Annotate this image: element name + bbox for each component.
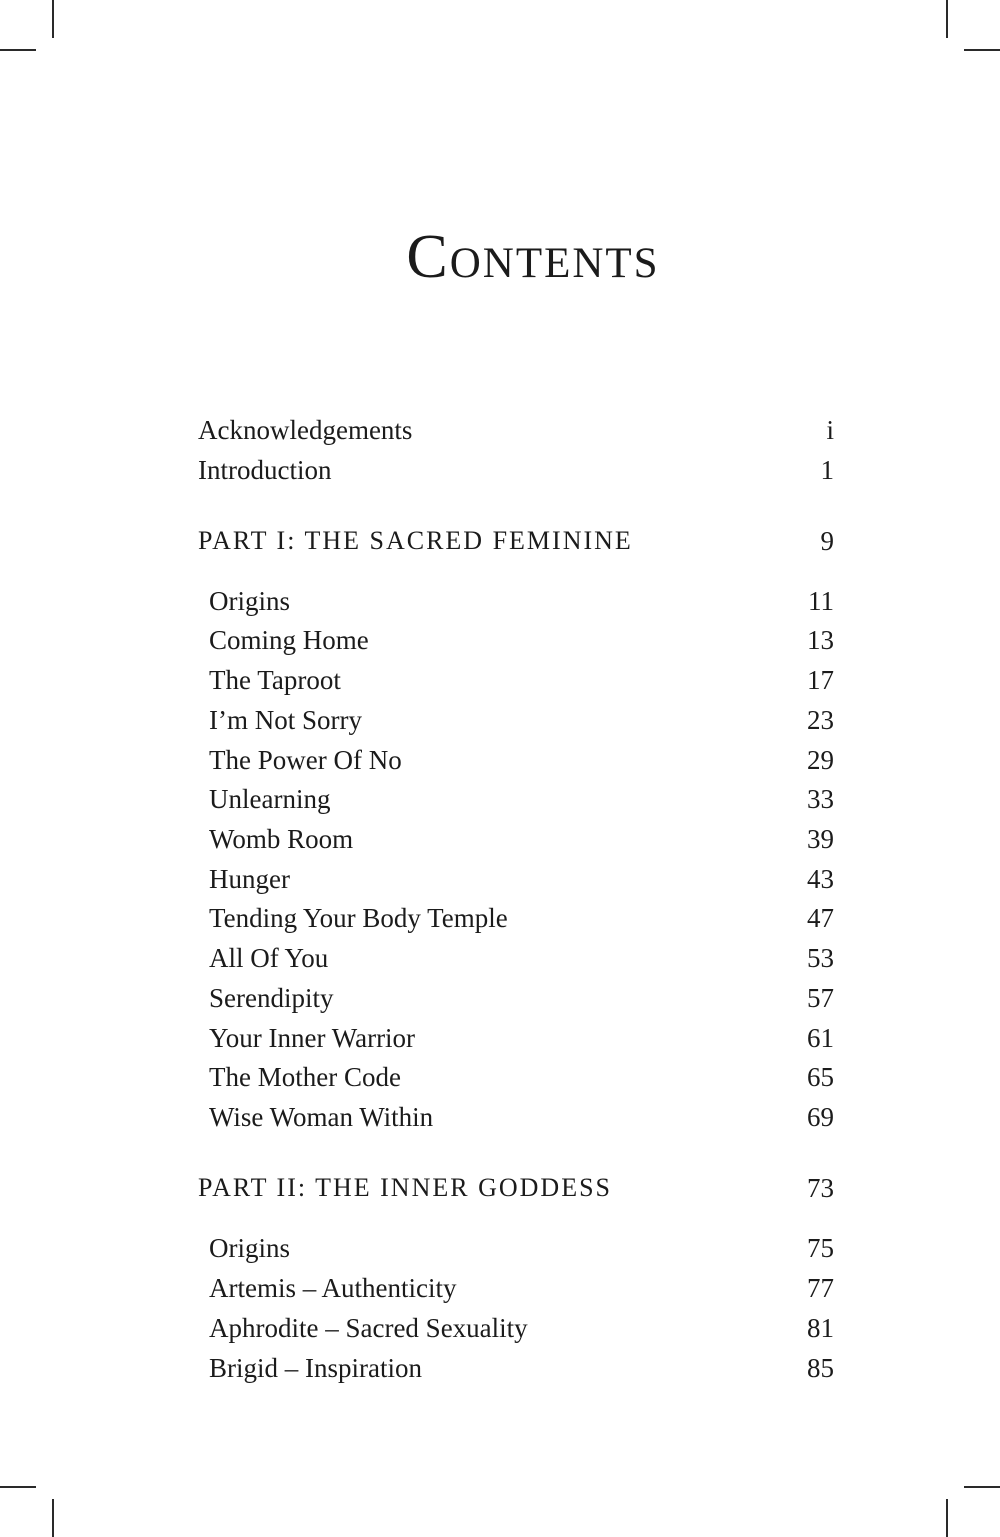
- toc-entry-page: 23: [807, 705, 834, 735]
- page-title: Contents: [406, 223, 660, 291]
- toc-entry[interactable]: [209, 938, 834, 978]
- toc-entry-label: Womb Room: [209, 824, 354, 854]
- toc-entry[interactable]: [209, 1057, 834, 1097]
- toc-entry-page: 69: [807, 1102, 834, 1132]
- toc-entry[interactable]: [209, 898, 834, 938]
- toc-entry-page: 57: [807, 983, 834, 1013]
- toc-entry-page: 77: [807, 1273, 834, 1303]
- toc-entry-page: 53: [807, 943, 834, 973]
- toc-part-heading-1[interactable]: [198, 521, 834, 561]
- toc-entry[interactable]: [209, 978, 834, 1018]
- toc-part-label: PART II: THE INNER GODDESS: [198, 1173, 612, 1202]
- toc-entry-page: 61: [807, 1023, 834, 1053]
- toc-entry[interactable]: [209, 859, 834, 899]
- toc-entry-label: Tending Your Body Temple: [209, 903, 508, 933]
- toc-entry-label: Origins: [209, 586, 290, 616]
- toc-entry-page: 47: [807, 903, 834, 933]
- toc-entry-page: 65: [807, 1062, 834, 1092]
- toc-entry[interactable]: [209, 1018, 834, 1058]
- toc-entry-acknowledgements[interactable]: [198, 410, 834, 450]
- toc-entry-label: Hunger: [209, 864, 290, 894]
- toc-part-heading-2[interactable]: [198, 1168, 834, 1208]
- toc-entry-page: 13: [807, 625, 834, 655]
- toc-entry-page: 39: [807, 824, 834, 854]
- toc-entry-label: Coming Home: [209, 625, 369, 655]
- toc-entry-label: All Of You: [209, 943, 329, 973]
- toc-entry[interactable]: [209, 1308, 834, 1348]
- toc-entry-page: 1: [820, 455, 834, 485]
- toc-part-label: PART I: THE SACRED FEMININE: [198, 526, 633, 555]
- toc-entry-label: Origins: [209, 1233, 290, 1263]
- toc-entry-page: 85: [807, 1353, 834, 1383]
- toc-entry[interactable]: [209, 1097, 834, 1137]
- toc-entry-label: Your Inner Warrior: [209, 1023, 416, 1053]
- toc-entry-label: The Taproot: [209, 665, 341, 695]
- toc-part-page: 73: [807, 1173, 834, 1203]
- toc-entry[interactable]: [209, 819, 834, 859]
- toc-entry[interactable]: [209, 779, 834, 819]
- toc-entry[interactable]: [209, 620, 834, 660]
- toc-entry-page: 33: [807, 784, 834, 814]
- toc-entry[interactable]: [209, 1228, 834, 1268]
- toc-entry-label: Acknowledgements: [198, 415, 413, 445]
- toc-entry[interactable]: [209, 660, 834, 700]
- toc-entry-page: i: [826, 415, 834, 445]
- toc-entry-page: 11: [808, 586, 834, 616]
- toc-entry-page: 17: [807, 665, 834, 695]
- toc-entry-label: Unlearning: [209, 784, 331, 814]
- toc-entry-page: 75: [807, 1233, 834, 1263]
- toc-entry[interactable]: [209, 740, 834, 780]
- toc-entry-label: Introduction: [198, 455, 332, 485]
- toc-entry-page: 81: [807, 1313, 834, 1343]
- toc-entry-label: I’m Not Sorry: [209, 705, 362, 735]
- toc-entry[interactable]: [209, 1268, 834, 1308]
- toc-entry-page: 43: [807, 864, 834, 894]
- toc-entry-introduction[interactable]: [198, 450, 834, 490]
- toc-entry-label: Wise Woman Within: [209, 1102, 434, 1132]
- toc-entry-label: The Mother Code: [209, 1062, 401, 1092]
- toc-entry-label: Aphrodite – Sacred Sexuality: [209, 1313, 528, 1343]
- toc-entry-label: Brigid – Inspiration: [209, 1353, 422, 1383]
- toc-entry[interactable]: [209, 581, 834, 621]
- toc-entry-label: Serendipity: [209, 983, 334, 1013]
- toc-entry[interactable]: [209, 1348, 834, 1388]
- toc-part-page: 9: [820, 526, 834, 556]
- toc-entry-page: 29: [807, 745, 834, 775]
- toc-entry-label: The Power Of No: [209, 745, 402, 775]
- toc-entry-label: Artemis – Authenticity: [209, 1273, 457, 1303]
- toc-entry[interactable]: [209, 700, 834, 740]
